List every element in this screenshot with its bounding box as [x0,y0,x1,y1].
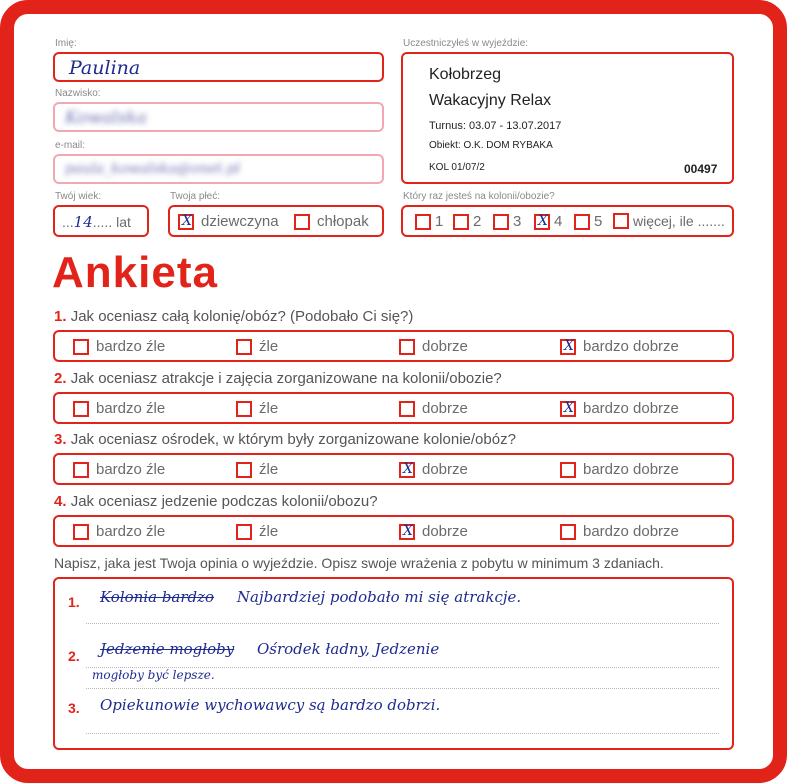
gender-label: Twoja płeć: [170,191,221,202]
trip-number: 00497 [684,162,718,176]
trip-program: Wakacyjny Relax [429,92,552,109]
trip-code: KOL 01/07/2 [429,162,485,173]
answer-label-good: dobrze [422,400,468,417]
age-suffix: ..... lat [92,214,131,230]
opinion-number-1: 1. [68,594,80,610]
answer-option-very-good[interactable] [560,338,679,355]
turnus-label: Turnus: [429,120,466,132]
question-3-text [54,431,516,448]
opinion-line-3: Opiekunowie wychowawcy są bardzo dobrzi. [100,696,441,714]
answer-option-very-bad[interactable] [73,461,165,478]
answer-option-very-bad[interactable] [73,523,165,540]
email-label: e-mail: [55,140,86,151]
answer-checkbox-very-bad[interactable] [73,339,89,355]
answer-option-good[interactable] [399,338,468,355]
answer-label-very-good: bardzo dobrze [583,338,679,355]
opinion-line-2-continuation: mogłoby być lepsze. [92,668,215,682]
question-4-answers [53,515,734,547]
survey-title: Ankieta [52,248,218,297]
answer-label-very-bad: bardzo źle [96,338,166,355]
question-number: 2. [54,370,67,387]
turnus-value: 03.07 - 13.07.2017 [468,120,562,132]
times-field [401,205,734,237]
answer-option-very-bad[interactable] [73,400,165,417]
times-checkbox-2[interactable] [453,214,469,230]
obiekt-value: O.K. DOM RYBAKA [463,140,553,151]
times-option-4[interactable]: X 4 [534,213,562,230]
trip-city: Kołobrzeg [429,66,502,83]
age-field[interactable] [53,205,149,237]
opinion-number-3: 3. [68,700,80,716]
gender-label-boy: chłopak [317,213,369,230]
answer-checkbox-very-good[interactable] [560,462,576,478]
answer-option-good[interactable] [399,523,468,540]
surname-label: Nazwisko: [55,88,101,99]
answer-option-very-good[interactable] [560,400,679,417]
answer-checkbox-good[interactable] [399,339,415,355]
answer-label-bad: źle [259,338,279,355]
answer-checkbox-very-bad[interactable] [73,524,89,540]
gender-option-girl[interactable] [178,213,279,230]
trip-label: Uczestniczyłeś w wyjeździe: [403,38,529,49]
answer-option-bad[interactable] [236,400,278,417]
answer-option-very-bad[interactable] [73,338,165,355]
answer-option-bad[interactable] [236,523,278,540]
question-4-text [54,493,378,510]
age-prefix: ... [62,214,74,230]
question-2-answers [53,392,734,424]
times-option-more[interactable]: więcej, ile ....... [613,213,725,229]
email-field[interactable] [53,154,384,184]
answer-option-very-good[interactable] [560,523,679,540]
answer-option-good[interactable] [399,461,468,478]
answer-label-good: dobrze [422,461,468,478]
opinion-crossed-text: Kolonia bardzo [100,588,215,606]
answer-label-bad: źle [259,461,279,478]
answer-checkbox-bad[interactable] [236,401,252,417]
age-value: 14 [73,213,93,231]
answer-checkbox-very-good[interactable] [560,524,576,540]
question-3-answers [53,453,734,485]
age-label: Twój wiek: [55,191,102,202]
opinion-prompt: Napisz, jaka jest Twoja opinia o wyjeździe. Opisz swoje wrażenia z pobytu w minimum 3 zdaniach. [54,555,664,571]
opinion-rule-line [86,623,719,624]
answer-checkbox-good[interactable]: X [399,524,415,540]
trip-box [401,52,734,184]
opinion-text: Najbardziej podobało mi się atrakcje. [236,588,522,606]
opinion-rule-line [86,688,719,689]
answer-label-very-bad: bardzo źle [96,461,166,478]
gender-option-boy[interactable] [294,213,369,230]
answer-checkbox-good[interactable]: X [399,462,415,478]
surname-value: Kowalska [65,108,147,128]
question-label: Jak oceniasz ośrodek, w którym były zorganizowane kolonie/obóz? [70,431,516,448]
times-option-2[interactable]: 2 [453,213,481,230]
answer-checkbox-bad[interactable] [236,462,252,478]
gender-field [168,205,384,237]
question-label: Jak oceniasz atrakcje i zajęcia zorganizowane na kolonii/obozie? [70,370,502,387]
opinion-line-2 [100,640,439,658]
answer-option-very-good[interactable] [560,461,679,478]
answer-label-very-good: bardzo dobrze [583,523,679,540]
answer-checkbox-bad[interactable] [236,339,252,355]
times-checkbox-3[interactable] [493,214,509,230]
times-checkbox-4[interactable]: X [534,214,550,230]
times-option-1[interactable]: 1 [415,213,443,230]
gender-checkbox-girl[interactable]: X [178,214,194,230]
answer-label-very-bad: bardzo źle [96,400,166,417]
question-number: 4. [54,493,67,510]
answer-checkbox-very-good[interactable]: X [560,339,576,355]
email-value: paula_kowalska@onet.pl [65,161,241,177]
answer-label-very-bad: bardzo źle [96,523,166,540]
answer-option-bad[interactable] [236,461,278,478]
surname-field[interactable] [53,102,384,132]
question-number: 1. [54,308,67,325]
name-field[interactable] [53,52,384,82]
name-label: Imię: [55,38,77,49]
answer-label-good: dobrze [422,523,468,540]
obiekt-label: Obiekt: [429,140,461,151]
answer-label-bad: źle [259,400,279,417]
answer-option-bad[interactable] [236,338,278,355]
question-number: 3. [54,431,67,448]
gender-checkbox-boy[interactable] [294,214,310,230]
times-option-5[interactable]: 5 [574,213,602,230]
answer-label-bad: źle [259,523,279,540]
times-label: Który raz jesteś na kolonii/obozie? [403,191,555,202]
name-value: Paulina [69,57,141,79]
opinion-rule-line [86,733,719,734]
times-checkbox-1[interactable] [415,214,431,230]
opinion-number-2: 2. [68,648,80,664]
times-checkbox-5[interactable] [574,214,590,230]
answer-label-very-good: bardzo dobrze [583,461,679,478]
answer-label-very-good: bardzo dobrze [583,400,679,417]
question-label: Jak oceniasz jedzenie podczas kolonii/obozu? [70,493,378,510]
question-label: Jak oceniasz całą kolonię/obóz? (Podobało Ci się?) [70,308,414,325]
answer-checkbox-bad[interactable] [236,524,252,540]
answer-checkbox-very-good[interactable]: X [560,401,576,417]
answer-label-good: dobrze [422,338,468,355]
question-2-text [54,370,502,387]
question-1-answers [53,330,734,362]
times-checkbox-more[interactable] [613,213,629,229]
opinion-crossed-text: Jedzenie mogłoby [100,640,235,658]
answer-checkbox-very-bad[interactable] [73,401,89,417]
gender-label-girl: dziewczyna [201,213,279,230]
opinion-text: Ośrodek ładny, Jedzenie [256,640,440,658]
answer-option-good[interactable] [399,400,468,417]
opinion-line-1 [100,588,521,606]
question-1-text [54,308,413,325]
answer-checkbox-good[interactable] [399,401,415,417]
times-option-3[interactable]: 3 [493,213,521,230]
answer-checkbox-very-bad[interactable] [73,462,89,478]
